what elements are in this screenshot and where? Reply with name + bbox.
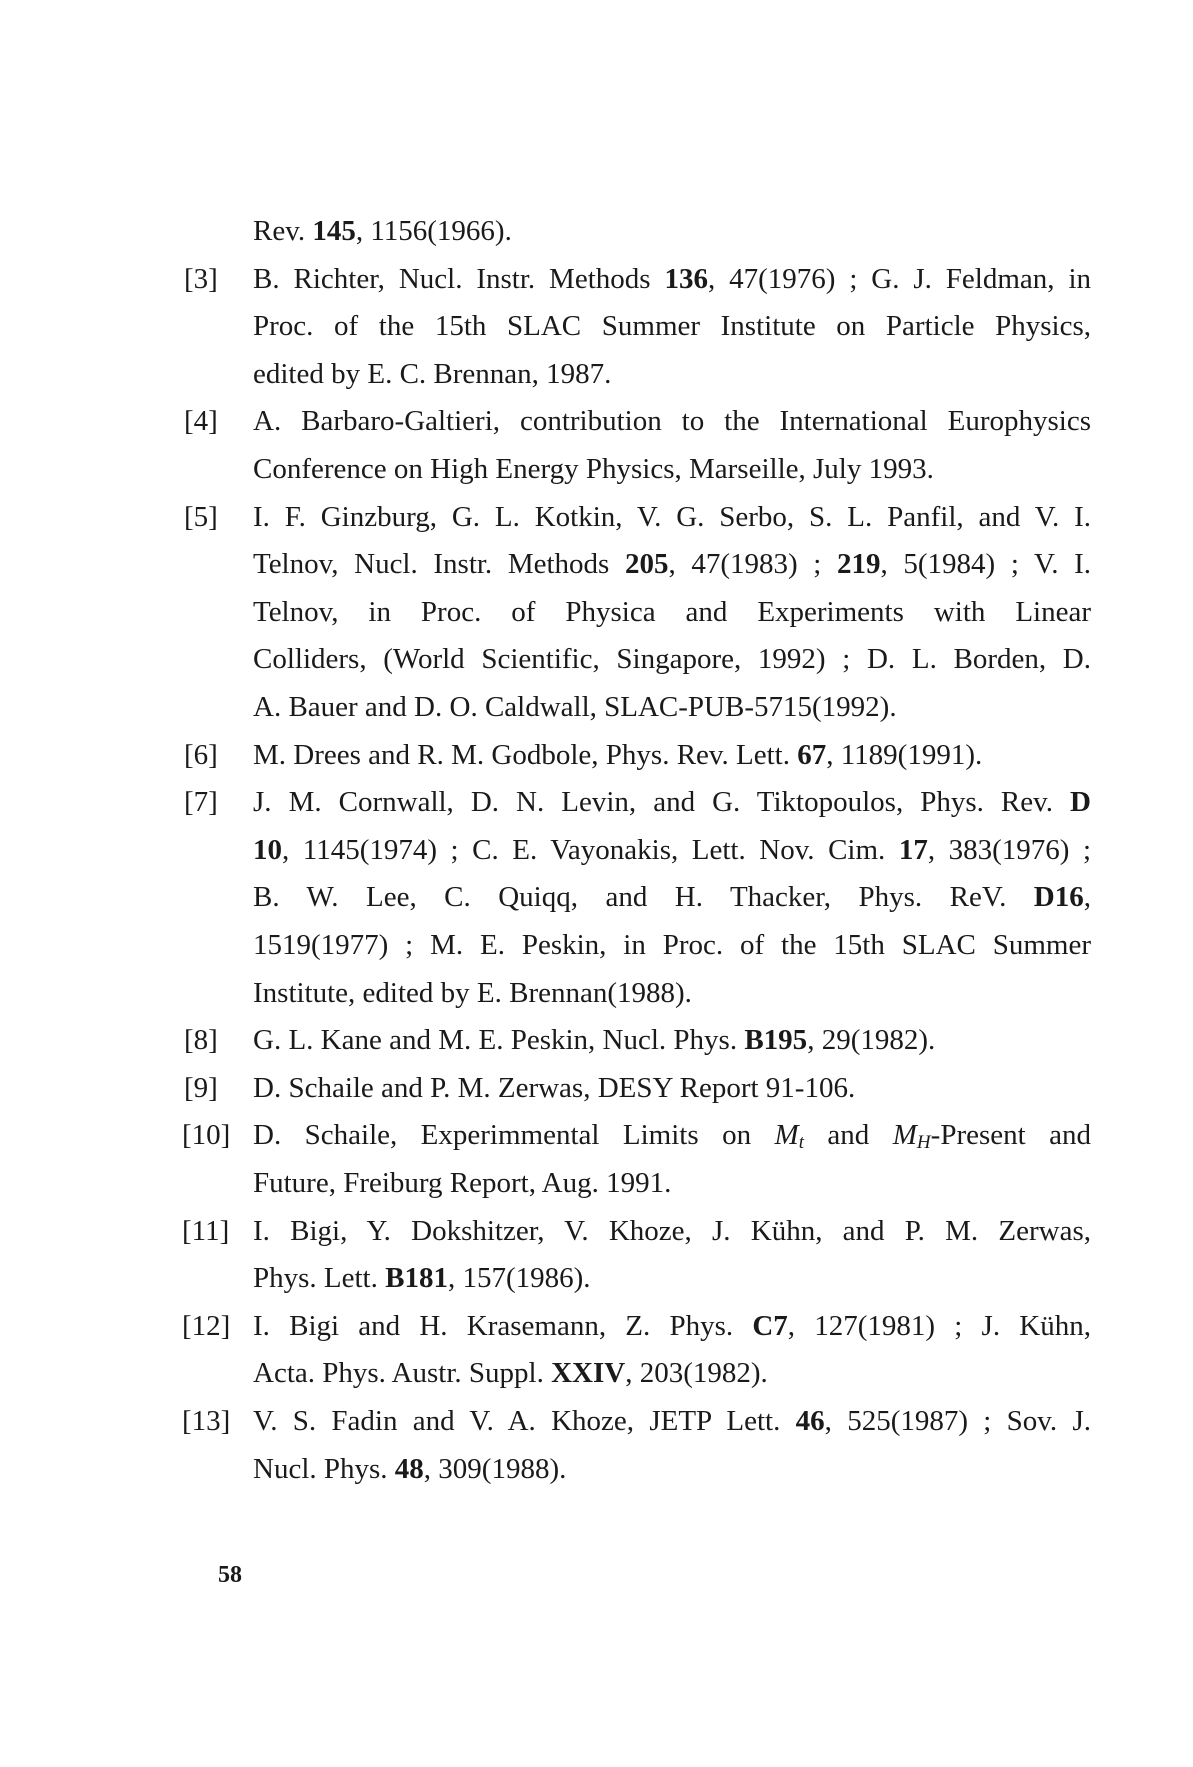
reference-line	[253, 1118, 1091, 1160]
reference-label: [8]	[184, 1024, 218, 1057]
reference-line	[253, 452, 934, 486]
reference-text: , 127(1981) ; J. Kühn,	[787, 1309, 1091, 1342]
reference-text: , 525(1987) ; Sov. J.	[824, 1405, 1091, 1437]
reference-line	[253, 642, 1091, 676]
reference-text: I. Bigi, Y. Dokshitzer, V. Khoze, J. Kühn, and P. M. Zerwas,	[253, 1214, 1091, 1247]
reference-label: [11]	[182, 1214, 230, 1247]
reference-line	[253, 928, 1091, 962]
reference-label: [10]	[182, 1119, 231, 1152]
reference-text: , 47(1983) ;	[668, 548, 837, 581]
reference-text: Acta. Phys. Austr. Suppl.	[253, 1357, 552, 1390]
reference-line	[253, 1071, 855, 1105]
reference-text: B181	[385, 1262, 448, 1295]
reference-text: and	[803, 1119, 893, 1152]
reference-text: Phys. Lett.	[253, 1262, 386, 1295]
reference-text: 46	[795, 1405, 825, 1437]
reference-text: ,	[1083, 881, 1091, 914]
reference-text: H	[916, 1132, 931, 1154]
reference-text: A. Barbaro-Galtieri, contribution to the International Europhysics	[253, 405, 1091, 438]
reference-text: B. Richter, Nucl. Instr. Methods	[253, 262, 665, 295]
reference-text: 67	[797, 738, 827, 771]
reference-text: Future, Freiburg Report, Aug. 1991.	[253, 1167, 672, 1199]
reference-line	[253, 1261, 591, 1295]
reference-line	[253, 500, 1091, 534]
reference-line	[253, 309, 1091, 343]
reference-line	[253, 690, 897, 724]
reference-line	[253, 547, 1091, 581]
reference-text: Colliders, (World Scientific, Singapore, 1992) ; D. L. Borden, D.	[253, 643, 1091, 676]
reference-text: , 203(1982).	[625, 1357, 768, 1390]
reference-line	[253, 880, 1091, 914]
reference-text: Telnov, Nucl. Instr. Methods	[253, 548, 625, 581]
reference-text: t	[798, 1132, 804, 1154]
reference-label: [3]	[184, 262, 218, 295]
reference-text: M	[774, 1119, 799, 1152]
reference-text: 17	[898, 833, 928, 866]
reference-label: [7]	[184, 786, 218, 819]
reference-text: XXIV	[551, 1357, 626, 1390]
reference-text: 136	[664, 262, 708, 295]
reference-line	[253, 785, 1091, 819]
reference-line	[253, 1023, 935, 1057]
reference-line	[253, 1309, 1091, 1343]
reference-line	[253, 1356, 768, 1390]
reference-text: D. Schaile and P. M. Zerwas, DESY Report 91-106.	[253, 1071, 856, 1104]
reference-label: [4]	[184, 405, 218, 438]
reference-text: Conference on High Energy Physics, Marseille, July 1993.	[253, 453, 934, 485]
reference-text: J. M. Cornwall, D. N. Levin, and G. Tiktopoulos, Phys. Rev.	[253, 786, 1071, 819]
reference-text: Telnov, in Proc. of Physica and Experiments with Linear	[253, 595, 1091, 628]
reference-label: [6]	[184, 738, 218, 771]
reference-text: -Present and	[930, 1119, 1091, 1152]
reference-line	[253, 357, 611, 391]
reference-text: 48	[394, 1452, 424, 1485]
reference-text: 1519(1977) ; M. E. Peskin, in Proc. of the 15th SLAC Summer	[253, 929, 1091, 961]
reference-label: [12]	[182, 1309, 231, 1342]
reference-text: D. Schaile, Experimmental Limits on	[253, 1119, 775, 1152]
reference-text: D	[1070, 786, 1091, 819]
reference-label: [9]	[184, 1071, 218, 1104]
reference-line	[253, 214, 512, 248]
reference-text: I. Bigi and H. Krasemann, Z. Phys.	[253, 1309, 753, 1342]
reference-text: B. W. Lee, C. Quiqq, and H. Thacker, Phys. ReV.	[253, 881, 1034, 914]
reference-text: Proc. of the 15th SLAC Summer Institute on Particle Physics,	[253, 310, 1091, 343]
reference-label: [13]	[182, 1405, 231, 1437]
reference-label: [5]	[184, 500, 218, 533]
reference-text: Nucl. Phys.	[253, 1452, 395, 1485]
reference-line	[253, 833, 1091, 867]
reference-text: , 5(1984) ; V. I.	[880, 548, 1091, 581]
reference-text: , 383(1976) ;	[927, 833, 1091, 866]
reference-text: edited by E. C. Brennan, 1987.	[253, 357, 612, 390]
reference-text: , 47(1976) ; G. J. Feldman, in	[707, 262, 1091, 295]
reference-line	[253, 1404, 1091, 1438]
reference-text: C7	[752, 1309, 788, 1342]
reference-text: 219	[837, 548, 881, 581]
reference-text: Rev.	[253, 215, 313, 247]
reference-text: 10	[253, 833, 282, 866]
reference-text: M	[892, 1119, 917, 1152]
reference-text: Institute, edited by E. Brennan(1988).	[253, 976, 692, 1009]
reference-line	[253, 976, 692, 1010]
reference-line	[253, 1166, 671, 1200]
reference-line	[253, 1214, 1091, 1248]
reference-line	[253, 404, 1091, 438]
reference-text: A. Bauer and D. O. Caldwall, SLAC-PUB-5715(1992).	[253, 691, 897, 723]
reference-text: , 157(1986).	[447, 1262, 591, 1295]
reference-text: 145	[312, 215, 356, 247]
reference-text: , 1145(1974) ; C. E. Vayonakis, Lett. Nov. Cim.	[282, 833, 899, 866]
reference-text: 205	[624, 548, 669, 581]
reference-text: V. S. Fadin and V. A. Khoze, JETP Lett.	[253, 1405, 796, 1437]
reference-text: M. Drees and R. M. Godbole, Phys. Rev. Lett.	[253, 738, 798, 771]
reference-text: , 1156(1966).	[355, 215, 512, 247]
page-number: 58	[218, 1562, 242, 1588]
reference-text: B195	[744, 1024, 808, 1057]
reference-line	[253, 738, 982, 772]
reference-line	[253, 1452, 566, 1486]
reference-text: , 1189(1991).	[826, 738, 983, 771]
reference-text: , 309(1988).	[423, 1452, 567, 1485]
reference-text: I. F. Ginzburg, G. L. Kotkin, V. G. Serbo, S. L. Panfil, and V. I.	[253, 500, 1091, 533]
reference-text: , 29(1982).	[807, 1024, 936, 1057]
reference-text: G. L. Kane and M. E. Peskin, Nucl. Phys.	[253, 1024, 745, 1057]
reference-text: D16	[1033, 881, 1084, 914]
reference-line	[253, 262, 1091, 296]
reference-line	[253, 595, 1091, 629]
